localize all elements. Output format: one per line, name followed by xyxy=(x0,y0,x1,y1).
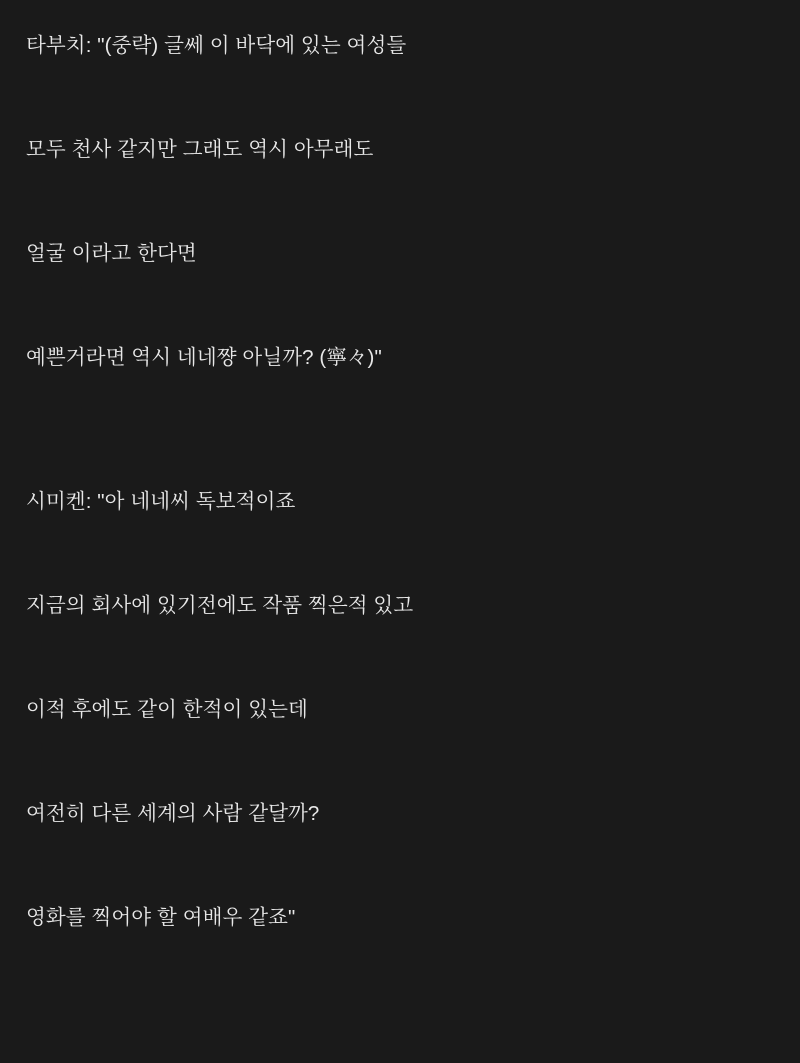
text-line: 영화를 찍어야 할 여배우 같죠" xyxy=(26,905,296,929)
blank-line xyxy=(26,840,774,892)
text-line: 얼굴 이라고 한다면 xyxy=(26,241,197,265)
blank-line xyxy=(26,736,774,788)
text-line: 지금의 회사에 있기전에도 작품 찍은적 있고 xyxy=(26,593,414,617)
text-line: 이적 후에도 같이 한적이 있는데 xyxy=(26,697,308,721)
blank-line xyxy=(26,280,774,332)
blank-line xyxy=(26,632,774,684)
text-line: 시미켄: "아 네네씨 독보적이죠 xyxy=(26,489,296,513)
text-line: 여전히 다른 세계의 사람 같달까? xyxy=(26,801,320,825)
blank-line xyxy=(26,528,774,580)
text-line: 타부치: "(중략) 글쎄 이 바닥에 있는 여성들 xyxy=(26,33,407,57)
text-line: 예쁜거라면 역시 네네쨩 아닐까? (寧々)" xyxy=(26,345,382,369)
block-separator xyxy=(26,384,774,476)
blank-line xyxy=(26,176,774,228)
blank-line xyxy=(26,72,774,124)
text-line: 모두 천사 같지만 그래도 역시 아무래도 xyxy=(26,137,374,161)
